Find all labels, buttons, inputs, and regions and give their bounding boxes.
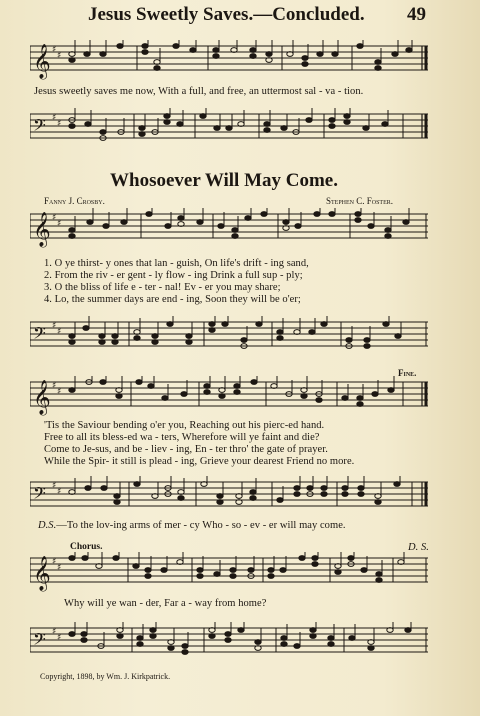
page-header-title: Jesus Sweetly Saves.—Concluded. xyxy=(88,4,365,25)
treble-clef-icon: 𝄞 xyxy=(33,212,51,247)
notehead xyxy=(154,66,160,71)
notehead xyxy=(200,114,206,119)
notehead xyxy=(364,338,370,343)
notehead xyxy=(69,52,75,57)
notehead xyxy=(225,638,231,643)
notehead xyxy=(82,556,88,561)
notehead xyxy=(375,66,381,71)
notehead xyxy=(312,556,318,561)
notehead xyxy=(134,336,140,341)
sharp-icon: ♯ xyxy=(57,563,62,573)
notehead xyxy=(217,494,223,499)
notehead xyxy=(363,126,369,131)
notehead xyxy=(357,402,363,407)
ds-label: D.S. xyxy=(38,520,57,531)
notehead xyxy=(281,642,287,647)
notehead xyxy=(346,338,352,343)
notes-2 xyxy=(30,108,430,148)
notehead xyxy=(294,486,300,491)
notehead xyxy=(230,568,236,573)
notehead xyxy=(209,634,215,639)
notehead xyxy=(69,388,75,393)
notehead xyxy=(250,496,256,501)
notehead xyxy=(368,646,374,651)
treble-clef-icon: 𝄞 xyxy=(33,44,51,79)
sharp-icon: ♯ xyxy=(52,45,57,55)
notehead xyxy=(368,224,374,229)
notehead xyxy=(226,126,232,131)
notehead xyxy=(281,636,287,641)
notehead xyxy=(186,340,192,345)
notehead xyxy=(295,224,301,229)
notehead xyxy=(376,578,382,583)
notehead xyxy=(152,494,158,499)
notehead xyxy=(316,398,322,403)
notehead xyxy=(234,390,240,395)
notehead xyxy=(118,130,124,135)
notehead xyxy=(117,44,123,49)
notehead xyxy=(69,58,75,63)
sharp-icon: ♯ xyxy=(52,213,57,223)
notehead xyxy=(103,224,109,229)
notehead xyxy=(346,344,352,349)
notehead xyxy=(361,568,367,573)
notehead xyxy=(219,388,225,393)
sharp-icon: ♯ xyxy=(52,113,57,123)
notehead xyxy=(142,50,148,55)
notehead xyxy=(116,388,122,393)
notehead xyxy=(250,490,256,495)
notehead xyxy=(69,124,75,129)
notes-1 xyxy=(30,40,430,80)
chorus-lyric: Why will ye wan - der, Far a - way from home? xyxy=(64,598,267,609)
notehead xyxy=(375,60,381,65)
notes-3 xyxy=(30,208,430,248)
notehead xyxy=(81,638,87,643)
notehead xyxy=(114,494,120,499)
notehead xyxy=(217,500,223,505)
sharp-icon: ♯ xyxy=(57,327,62,337)
notehead xyxy=(277,336,283,341)
notehead xyxy=(383,322,389,327)
notehead xyxy=(213,48,219,53)
notehead xyxy=(87,220,93,225)
notehead xyxy=(83,326,89,331)
bass-clef-icon: 𝄢 xyxy=(33,483,46,507)
notehead xyxy=(69,334,75,339)
notehead xyxy=(268,568,274,573)
notehead xyxy=(145,568,151,573)
notehead xyxy=(84,52,90,57)
notehead xyxy=(264,128,270,133)
notehead xyxy=(139,132,145,137)
notehead xyxy=(306,118,312,123)
notehead xyxy=(328,642,334,647)
notehead xyxy=(264,122,270,127)
notehead xyxy=(266,58,272,63)
notehead xyxy=(99,340,105,345)
notehead xyxy=(69,556,75,561)
notehead xyxy=(85,122,91,127)
notehead xyxy=(294,644,300,649)
notehead xyxy=(387,628,393,633)
notehead xyxy=(146,212,152,217)
notehead xyxy=(69,340,75,345)
verse-line-b2: Free to all its bless-ed wa - ters, Wherefore will ye faint and die? xyxy=(44,432,320,443)
notehead xyxy=(168,646,174,651)
notehead xyxy=(266,52,272,57)
notehead xyxy=(286,392,292,397)
notehead xyxy=(255,646,261,651)
notehead xyxy=(209,322,215,327)
sharp-icon: ♯ xyxy=(57,51,62,61)
notehead xyxy=(116,394,122,399)
notehead xyxy=(385,228,391,233)
notehead xyxy=(142,44,148,49)
notehead xyxy=(294,492,300,497)
song1-lyric: Jesus sweetly saves me now, With a full, and free, an uttermost sal - va - tion. xyxy=(34,86,364,97)
fine-label: Fine. xyxy=(398,368,417,378)
notehead xyxy=(100,52,106,57)
bass-clef-icon: 𝄢 xyxy=(33,115,46,139)
notehead xyxy=(69,234,75,239)
notehead xyxy=(213,54,219,59)
staff-treble-4 xyxy=(30,552,430,592)
verse-line-b4: While the Spir- it still is plead - ing, Grieve your dearest Friend no more. xyxy=(44,456,355,467)
notehead xyxy=(375,500,381,505)
notehead xyxy=(85,486,91,491)
notehead xyxy=(117,634,123,639)
notehead xyxy=(283,220,289,225)
notehead xyxy=(310,628,316,633)
notehead xyxy=(250,54,256,59)
notes-6 xyxy=(30,476,430,516)
song2-author: Fanny J. Crosby. xyxy=(44,196,105,206)
notehead xyxy=(348,562,354,567)
notehead xyxy=(231,48,237,53)
notehead xyxy=(307,486,313,491)
notehead xyxy=(294,330,300,335)
staff-treble-1 xyxy=(30,40,430,80)
notehead xyxy=(117,628,123,633)
sharp-icon: ♯ xyxy=(52,481,57,491)
notehead xyxy=(69,118,75,123)
notehead xyxy=(137,636,143,641)
notes-5 xyxy=(30,376,430,416)
notehead xyxy=(375,494,381,499)
notehead xyxy=(271,384,277,389)
notehead xyxy=(309,330,315,335)
notehead xyxy=(181,392,187,397)
notehead xyxy=(281,126,287,131)
notehead xyxy=(164,114,170,119)
notehead xyxy=(248,574,254,579)
notehead xyxy=(154,60,160,65)
staff-bass-2 xyxy=(30,316,430,356)
notehead xyxy=(100,130,106,135)
notehead xyxy=(164,120,170,125)
notehead xyxy=(405,628,411,633)
notehead xyxy=(152,340,158,345)
notehead xyxy=(219,394,225,399)
notehead xyxy=(101,486,107,491)
notehead xyxy=(100,380,106,385)
notehead xyxy=(222,322,228,327)
notehead xyxy=(287,52,293,57)
notehead xyxy=(178,490,184,495)
notehead xyxy=(255,640,261,645)
notehead xyxy=(232,234,238,239)
notehead xyxy=(241,338,247,343)
notehead xyxy=(321,322,327,327)
bass-clef-icon: 𝄢 xyxy=(33,323,46,347)
sharp-icon: ♯ xyxy=(57,119,62,129)
notehead xyxy=(178,222,184,227)
notehead xyxy=(136,380,142,385)
notehead xyxy=(204,384,210,389)
notehead xyxy=(150,628,156,633)
notehead xyxy=(197,568,203,573)
notehead xyxy=(209,628,215,633)
notehead xyxy=(372,392,378,397)
notehead xyxy=(302,56,308,61)
sharp-icon: ♯ xyxy=(52,381,57,391)
notehead xyxy=(299,556,305,561)
ds-lyric: —To the lov-ing arms of mer - cy Who - so - ev - er will may come. xyxy=(56,520,346,531)
notehead xyxy=(357,396,363,401)
notehead xyxy=(230,574,236,579)
notehead xyxy=(234,384,240,389)
notehead xyxy=(190,48,196,53)
song2-composer: Stephen C. Foster. xyxy=(326,196,394,206)
ds-line xyxy=(38,520,346,531)
notehead xyxy=(69,228,75,233)
notehead xyxy=(238,122,244,127)
notehead xyxy=(358,486,364,491)
notehead xyxy=(100,136,106,141)
sharp-icon: ♯ xyxy=(57,633,62,643)
notehead xyxy=(329,118,335,123)
notehead xyxy=(342,486,348,491)
notes-4 xyxy=(30,316,430,356)
notehead xyxy=(348,556,354,561)
notehead xyxy=(232,228,238,233)
notehead xyxy=(261,212,267,217)
notehead xyxy=(145,574,151,579)
notehead xyxy=(182,644,188,649)
sharp-icon: ♯ xyxy=(57,487,62,497)
notehead xyxy=(283,226,289,231)
notehead xyxy=(214,126,220,131)
notehead xyxy=(382,122,388,127)
sharp-icon: ♯ xyxy=(57,219,62,229)
notehead xyxy=(167,322,173,327)
notehead xyxy=(302,62,308,67)
notehead xyxy=(277,330,283,335)
notehead xyxy=(329,212,335,217)
notehead xyxy=(329,124,335,129)
verse-line-a2: 2. From the riv - er gent - ly flow - ing Drink a full sup - ply; xyxy=(44,270,303,281)
notehead xyxy=(357,44,363,49)
notehead xyxy=(152,334,158,339)
staff-treble-3 xyxy=(30,376,430,416)
notehead xyxy=(321,492,327,497)
notehead xyxy=(133,564,139,569)
notehead xyxy=(152,130,158,135)
verse-line-a3: 3. O the bliss of life e - ter - nal! Ev - er you may share; xyxy=(44,282,281,293)
notes-7 xyxy=(30,552,430,592)
notehead xyxy=(139,126,145,131)
notehead xyxy=(317,52,323,57)
notehead xyxy=(236,500,242,505)
chorus-label: Chorus. xyxy=(70,542,103,552)
notehead xyxy=(209,328,215,333)
notehead xyxy=(162,396,168,401)
notehead xyxy=(201,482,207,487)
notehead xyxy=(165,486,171,491)
notehead xyxy=(368,640,374,645)
notehead xyxy=(182,650,188,655)
staff-bass-4 xyxy=(30,622,430,662)
notehead xyxy=(335,564,341,569)
notehead xyxy=(376,572,382,577)
notehead xyxy=(314,212,320,217)
notehead xyxy=(165,224,171,229)
notehead xyxy=(137,642,143,647)
notehead xyxy=(161,568,167,573)
page-number: 49 xyxy=(407,4,426,25)
treble-clef-icon: 𝄞 xyxy=(33,556,51,591)
notehead xyxy=(277,498,283,503)
verse-line-a1: 1. O ye thirst- y ones that lan - guish, On life's drift - ing sand, xyxy=(44,258,309,269)
notehead xyxy=(342,396,348,401)
verse-line-b1: 'Tis the Saviour bending o'er you, Reaching out his pierc-ed hand. xyxy=(44,420,325,431)
treble-clef-icon: 𝄞 xyxy=(33,380,51,415)
notehead xyxy=(307,492,313,497)
notehead xyxy=(214,572,220,577)
staff-bass-1 xyxy=(30,108,430,148)
notehead xyxy=(395,334,401,339)
chorus-ds: D. S. xyxy=(408,542,429,553)
notehead xyxy=(204,390,210,395)
notehead xyxy=(388,388,394,393)
verse-line-a4: 4. Lo, the summer days are end - ing, Soon they will be o'er; xyxy=(44,294,301,305)
notehead xyxy=(364,344,370,349)
notehead xyxy=(310,634,316,639)
notehead xyxy=(134,330,140,335)
notehead xyxy=(251,380,257,385)
notehead xyxy=(186,334,192,339)
bass-clef-icon: 𝄢 xyxy=(33,629,46,653)
notehead xyxy=(112,334,118,339)
notehead xyxy=(86,380,92,385)
notehead xyxy=(349,636,355,641)
notehead xyxy=(114,500,120,505)
notehead xyxy=(385,234,391,239)
notehead xyxy=(168,640,174,645)
notehead xyxy=(293,130,299,135)
notehead xyxy=(225,632,231,637)
notehead xyxy=(134,482,140,487)
notehead xyxy=(332,52,338,57)
notehead xyxy=(344,120,350,125)
notehead xyxy=(112,340,118,345)
notehead xyxy=(241,344,247,349)
notehead xyxy=(301,388,307,393)
notehead xyxy=(113,556,119,561)
notes-8 xyxy=(30,622,430,662)
sharp-icon: ♯ xyxy=(52,557,57,567)
notehead xyxy=(280,568,286,573)
copyright: Copyright, 1898, by Wm. J. Kirkpatrick. xyxy=(40,672,171,681)
song2-title: Whosoever Will May Come. xyxy=(110,170,338,191)
notehead xyxy=(355,212,361,217)
notehead xyxy=(218,224,224,229)
notehead xyxy=(69,490,75,495)
notehead xyxy=(238,628,244,633)
notehead xyxy=(96,564,102,569)
notehead xyxy=(328,636,334,641)
notehead xyxy=(256,322,262,327)
staff-bass-3 xyxy=(30,476,430,516)
notehead xyxy=(177,122,183,127)
notehead xyxy=(406,48,412,53)
notehead xyxy=(321,486,327,491)
sharp-icon: ♯ xyxy=(52,321,57,331)
notehead xyxy=(398,560,404,565)
notehead xyxy=(178,496,184,501)
verse-line-b3: Come to Je-sus, and be - liev - ing, En - ter thro' the gate of prayer. xyxy=(44,444,328,455)
notehead xyxy=(69,632,75,637)
sharp-icon: ♯ xyxy=(52,627,57,637)
notehead xyxy=(344,114,350,119)
notehead xyxy=(316,392,322,397)
notehead xyxy=(245,216,251,221)
notehead xyxy=(98,644,104,649)
sharp-icon: ♯ xyxy=(57,387,62,397)
notehead xyxy=(197,574,203,579)
notehead xyxy=(403,220,409,225)
notehead xyxy=(236,494,242,499)
notehead xyxy=(148,384,154,389)
staff-treble-2 xyxy=(30,208,430,248)
notehead xyxy=(342,492,348,497)
notehead xyxy=(248,568,254,573)
notehead xyxy=(392,52,398,57)
notehead xyxy=(99,334,105,339)
notehead xyxy=(268,574,274,579)
notehead xyxy=(301,394,307,399)
notehead xyxy=(335,570,341,575)
notehead xyxy=(165,492,171,497)
notehead xyxy=(197,220,203,225)
notehead xyxy=(312,562,318,567)
notehead xyxy=(178,216,184,221)
notehead xyxy=(81,632,87,637)
notehead xyxy=(394,482,400,487)
notehead xyxy=(173,44,179,49)
notehead xyxy=(358,492,364,497)
notehead xyxy=(177,560,183,565)
notehead xyxy=(355,218,361,223)
notehead xyxy=(150,634,156,639)
notehead xyxy=(250,48,256,53)
notehead xyxy=(121,220,127,225)
